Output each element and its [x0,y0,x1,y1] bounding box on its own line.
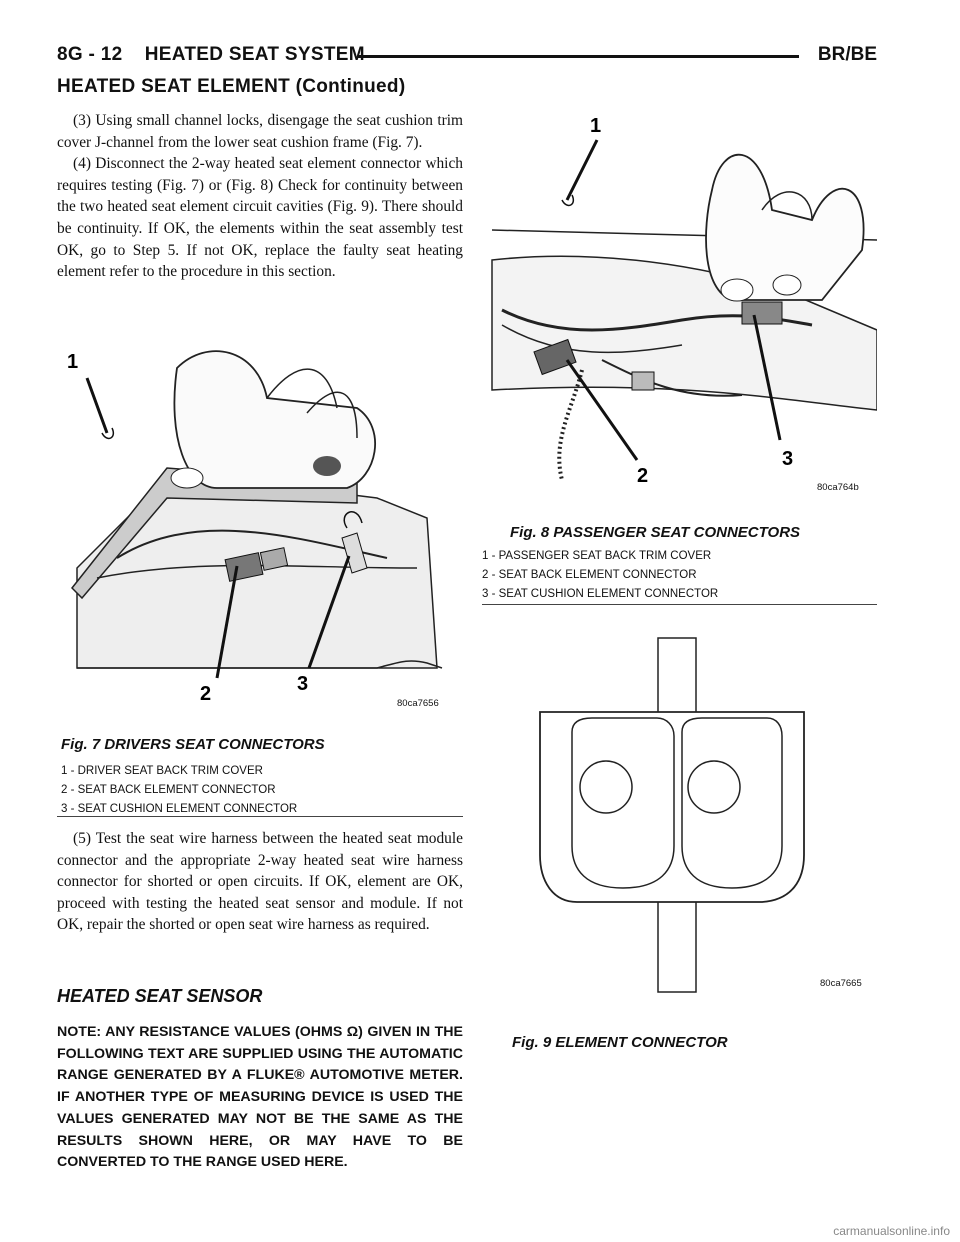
fig8-callout-3: 3 [782,448,794,470]
heated-seat-sensor-heading: HEATED SEAT SENSOR [57,986,263,1006]
header-title: 8G - 12 HEATED SEAT SYSTEM [57,44,365,65]
fig7-legend [61,762,297,819]
header-rule [357,55,799,58]
fig8-callout-1: 1 [590,115,602,137]
fig8-callout-2: 2 [637,465,649,487]
fig7-legend-item: 3 - SEAT CUSHION ELEMENT CONNECTOR [61,803,298,815]
fig8-image-code: 80ca764b [817,482,859,493]
fig7-image-code: 80ca7656 [397,698,439,709]
left-column-text [57,110,463,283]
figure-9 [482,630,877,1060]
figure-7-illustration [57,338,463,718]
fig8-legend [482,547,718,604]
fig8-legend-item: 1 - PASSENGER SEAT BACK TRIM COVER [482,550,712,562]
fig8-caption: Fig. 8 PASSENGER SEAT CONNECTORS [510,524,801,541]
fig7-callout-3: 3 [297,673,309,695]
fig7-callout-1: 1 [67,351,79,373]
step-4-paragraph: (4) Disconnect the 2-way heated seat element connector which requires testing (Fig. 7) or (Fig. 8) Check for continuity between the two heated seat element circuit cavities (Fig. 9). There should be continuity. If OK, the elements within the seat assembly test OK, go to Step 5. If not OK, replace the faulty seat heating element refer to the procedure in this section. [57,155,463,281]
fig9-caption: Fig. 9 ELEMENT CONNECTOR [512,1034,728,1051]
section-title: HEATED SEAT ELEMENT (Continued) [57,76,406,97]
figure-7 [57,338,463,815]
step-5-paragraph: (5) Test the seat wire harness between the heated seat module connector and the appropriate 2-way heated seat wire harness connector for shorted or open circuits. If OK, element are OK, proceed with testing the heated seat sensor and module. If not OK, repair the shorted or open seat wire harness as required. [57,830,463,934]
fig7-callout-2: 2 [200,683,212,705]
figure-8 [482,110,877,610]
fig9-image-code: 80ca7665 [820,978,862,989]
fig8-rule [482,604,877,605]
figure-8-illustration [482,110,877,500]
fig7-legend-item: 2 - SEAT BACK ELEMENT CONNECTOR [61,784,276,796]
fig7-rule [57,816,463,817]
step-3-paragraph: (3) Using small channel locks, disengage the seat cushion trim cover J-channel from the lower seat cushion frame (Fig. 7). [57,112,463,151]
fig7-caption: Fig. 7 DRIVERS SEAT CONNECTORS [61,736,325,753]
fig7-legend-item: 1 - DRIVER SEAT BACK TRIM COVER [61,765,263,777]
resistance-note: NOTE: ANY RESISTANCE VALUES (OHMS Ω) GIVEN IN THE FOLLOWING TEXT ARE SUPPLIED USING THE AUTOMATIC RANGE GENERATED BY A FLUKE® AUTOMOTIVE METER. IF ANOTHER TYPE OF MEASURING DEVICE IS USED THE VALUES GENERATED MAY NOT BE THE SAME AS THE RESULTS SHOWN HERE, OR MAY HAVE TO BE CONVERTED TO THE RANGE USED HERE. [57,1024,463,1171]
figure-9-connector-drawing [482,630,877,1000]
header-model: BR/BE [817,44,877,65]
step-5-block [57,828,463,936]
fig8-legend-item: 2 - SEAT BACK ELEMENT CONNECTOR [482,569,697,581]
fig8-legend-item: 3 - SEAT CUSHION ELEMENT CONNECTOR [482,588,719,600]
site-watermark: carmanualsonline.info [833,1224,950,1238]
page-header [57,44,877,74]
